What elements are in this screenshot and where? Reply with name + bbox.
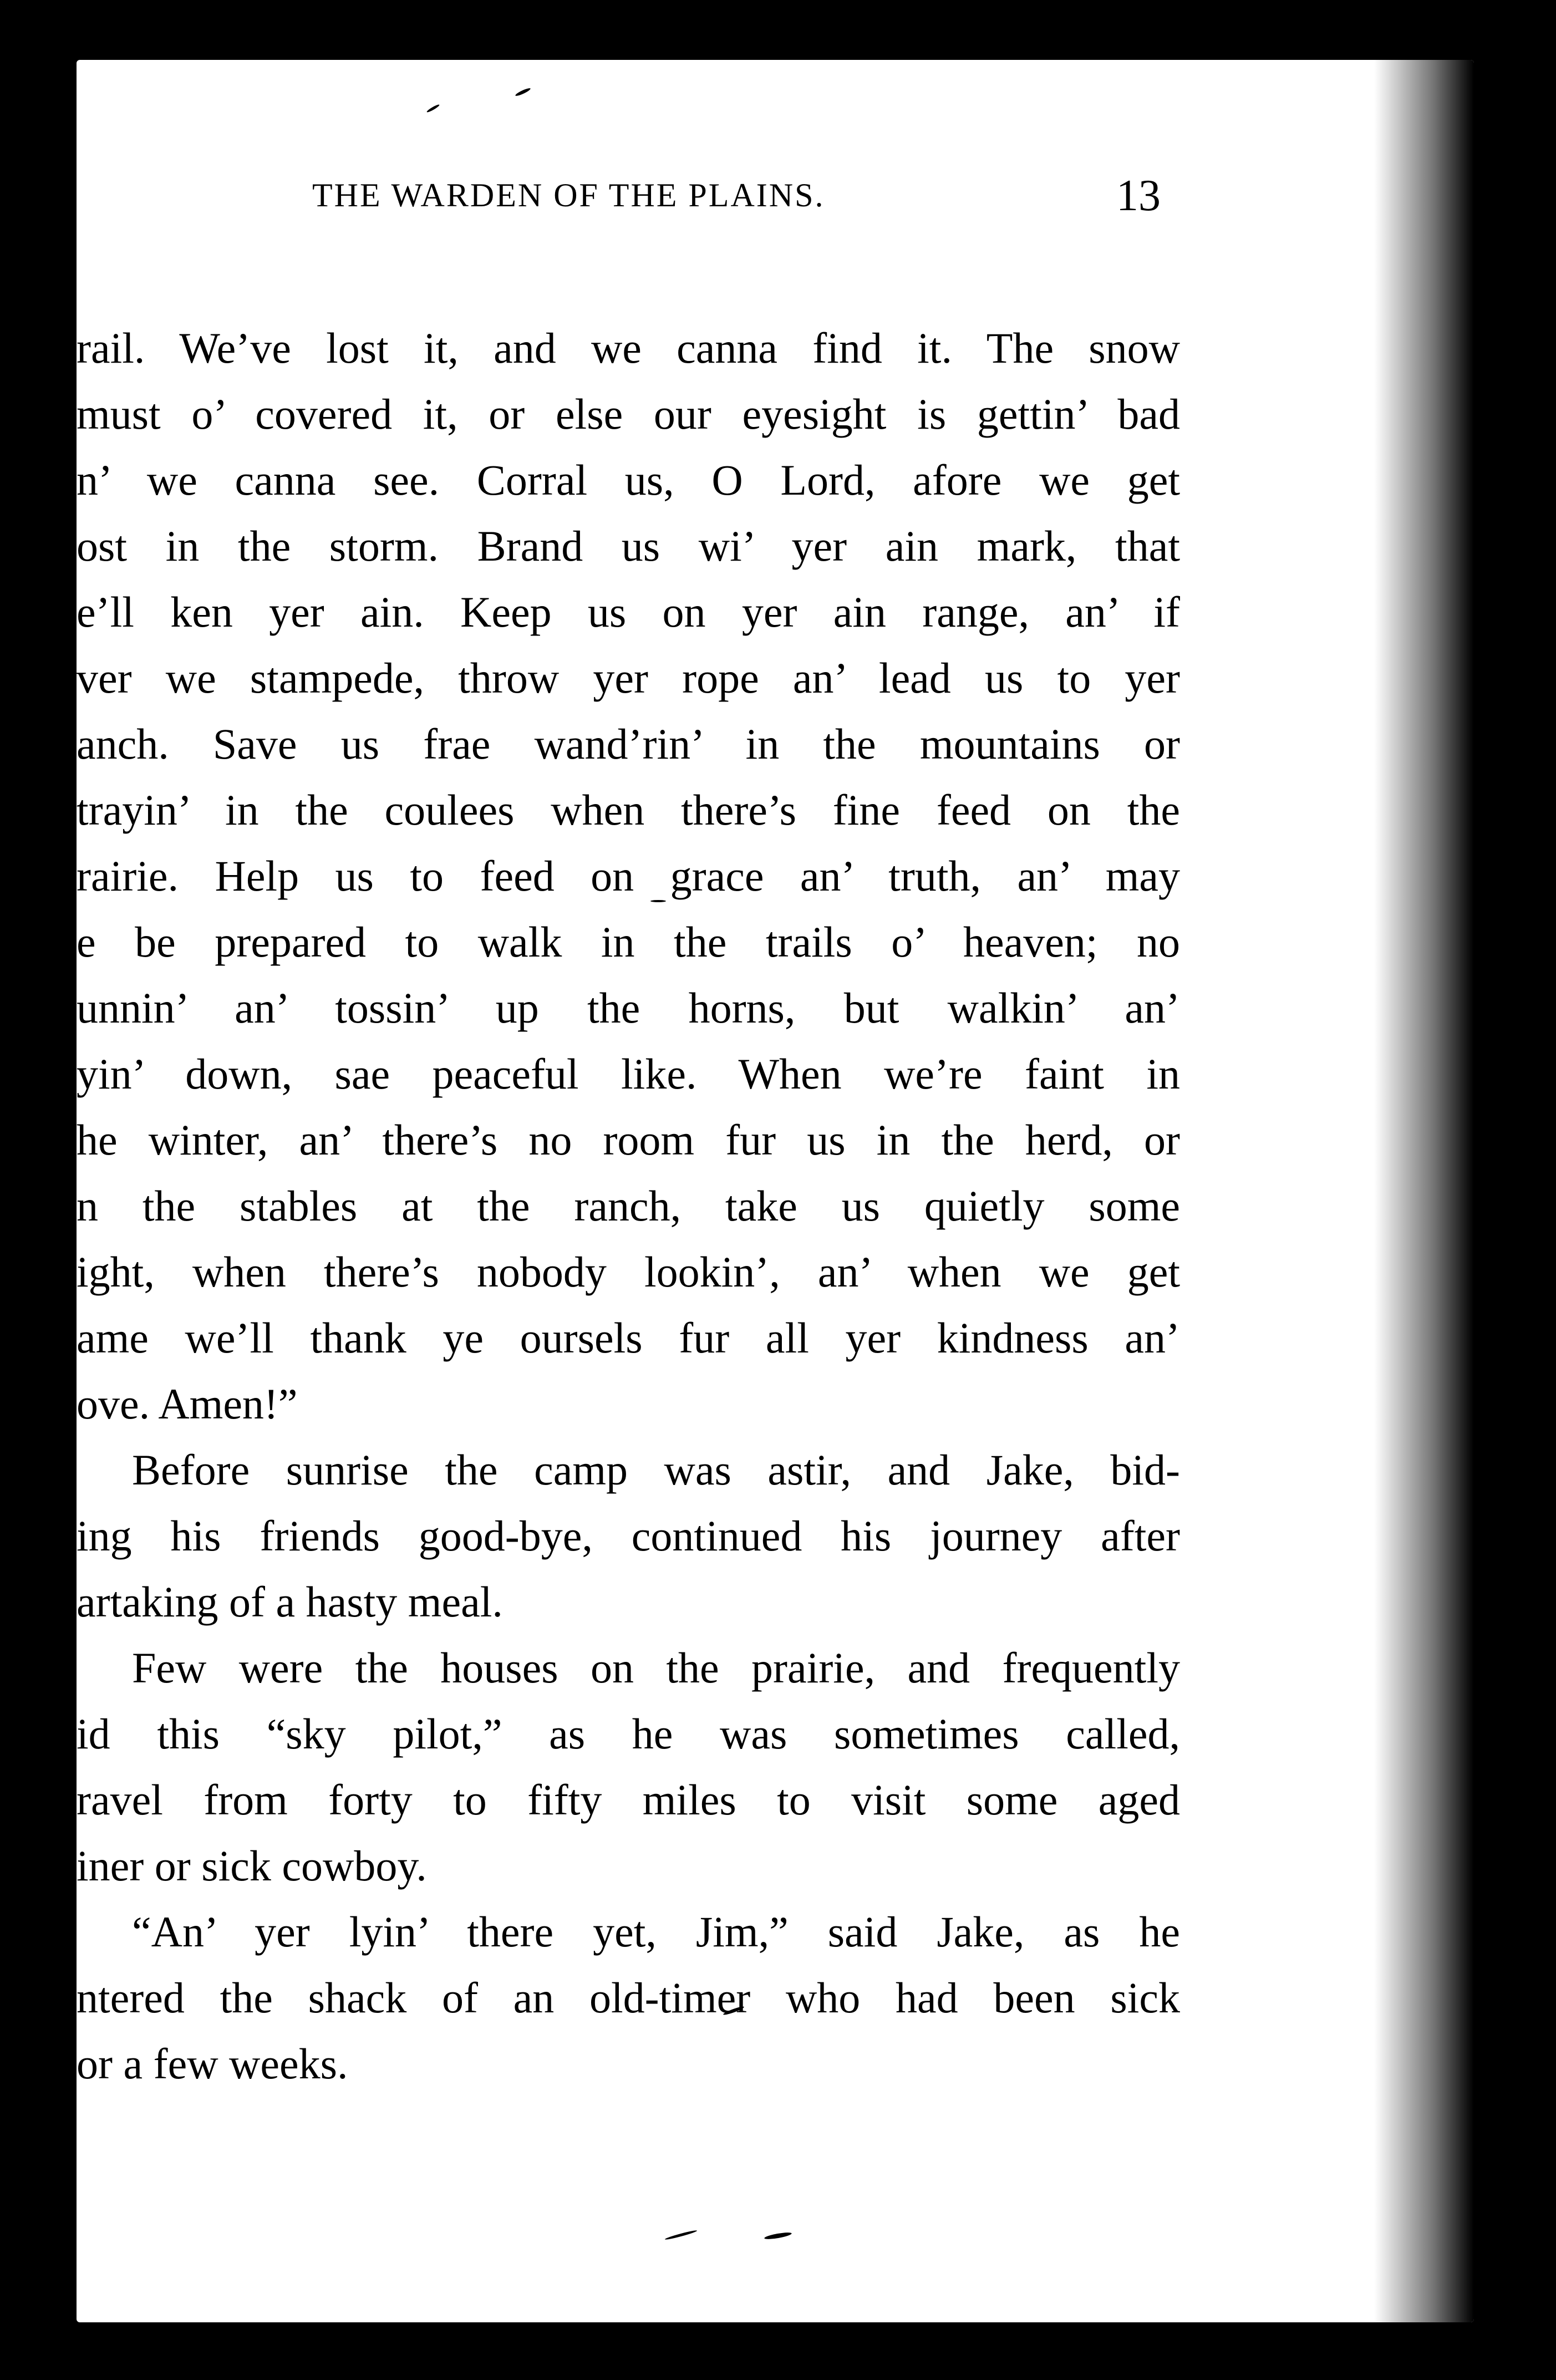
text-line: rairie. Help us to feed on grace an’ truth, an’ may xyxy=(77,852,1180,900)
book-page xyxy=(77,60,1474,2322)
page-number: 13 xyxy=(1116,171,1161,220)
speck xyxy=(515,87,531,97)
text-line: artaking of a hasty meal. xyxy=(77,1578,503,1626)
text-line: ravel from forty to fifty miles to visit some aged xyxy=(77,1776,1180,1824)
text-line: iner or sick cowboy. xyxy=(77,1842,427,1890)
page-header xyxy=(77,171,1474,243)
text-line: n the stables at the ranch, take us quietly some xyxy=(77,1182,1180,1230)
text-line: ost in the storm. Brand us wi’ yer ain mark, that xyxy=(77,522,1180,570)
text-line: “An’ yer lyin’ there yet, Jim,” said Jake, as he xyxy=(132,1908,1180,1956)
text-line: id this “sky pilot,” as he was sometimes called, xyxy=(77,1710,1180,1758)
text-line: he winter, an’ there’s no room fur us in the herd, or xyxy=(77,1116,1180,1164)
body-text xyxy=(77,315,1186,2097)
speck xyxy=(426,104,440,113)
text-line: ame we’ll thank ye oursels fur all yer kindness an’ xyxy=(77,1314,1180,1362)
text-line: e’ll ken yer ain. Keep us on yer ain range, an’ if xyxy=(77,588,1180,636)
text-line: must o’ covered it, or else our eyesight is gettin’ bad xyxy=(77,390,1180,438)
text-line: ver we stampede, throw yer rope an’ lead us to yer xyxy=(77,654,1180,702)
page-edge-shadow xyxy=(1374,60,1474,2322)
text-line: n’ we canna see. Corral us, O Lord, afore we get xyxy=(77,456,1180,504)
text-line: Few were the houses on the prairie, and frequently xyxy=(132,1644,1180,1692)
text-line: ntered the shack of an old-timer who had been sick xyxy=(77,1974,1180,2022)
text-line: e be prepared to walk in the trails o’ heaven; no xyxy=(77,918,1180,966)
text-line: ight, when there’s nobody lookin’, an’ when we get xyxy=(77,1248,1180,1296)
text-line: anch. Save us frae wand’rin’ in the mountains or xyxy=(77,720,1180,768)
text-line: unnin’ an’ tossin’ up the horns, but walkin’ an’ xyxy=(77,984,1180,1032)
text-line: ing his friends good-bye, continued his journey after xyxy=(77,1512,1180,1560)
text-line: trayin’ in the coulees when there’s fine feed on the xyxy=(77,786,1180,834)
text-line: or a few weeks. xyxy=(77,2040,348,2088)
text-line: yin’ down, sae peaceful like. When we’re faint in xyxy=(77,1050,1180,1098)
speck xyxy=(764,2231,792,2241)
text-line: rail. We’ve lost it, and we canna find it. The snow xyxy=(77,324,1180,372)
speck xyxy=(664,2229,697,2240)
text-line: ove. Amen!” xyxy=(77,1380,298,1428)
text-line: Before sunrise the camp was astir, and Jake, bid- xyxy=(132,1446,1180,1494)
running-title: THE WARDEN OF THE PLAINS. xyxy=(312,177,825,213)
